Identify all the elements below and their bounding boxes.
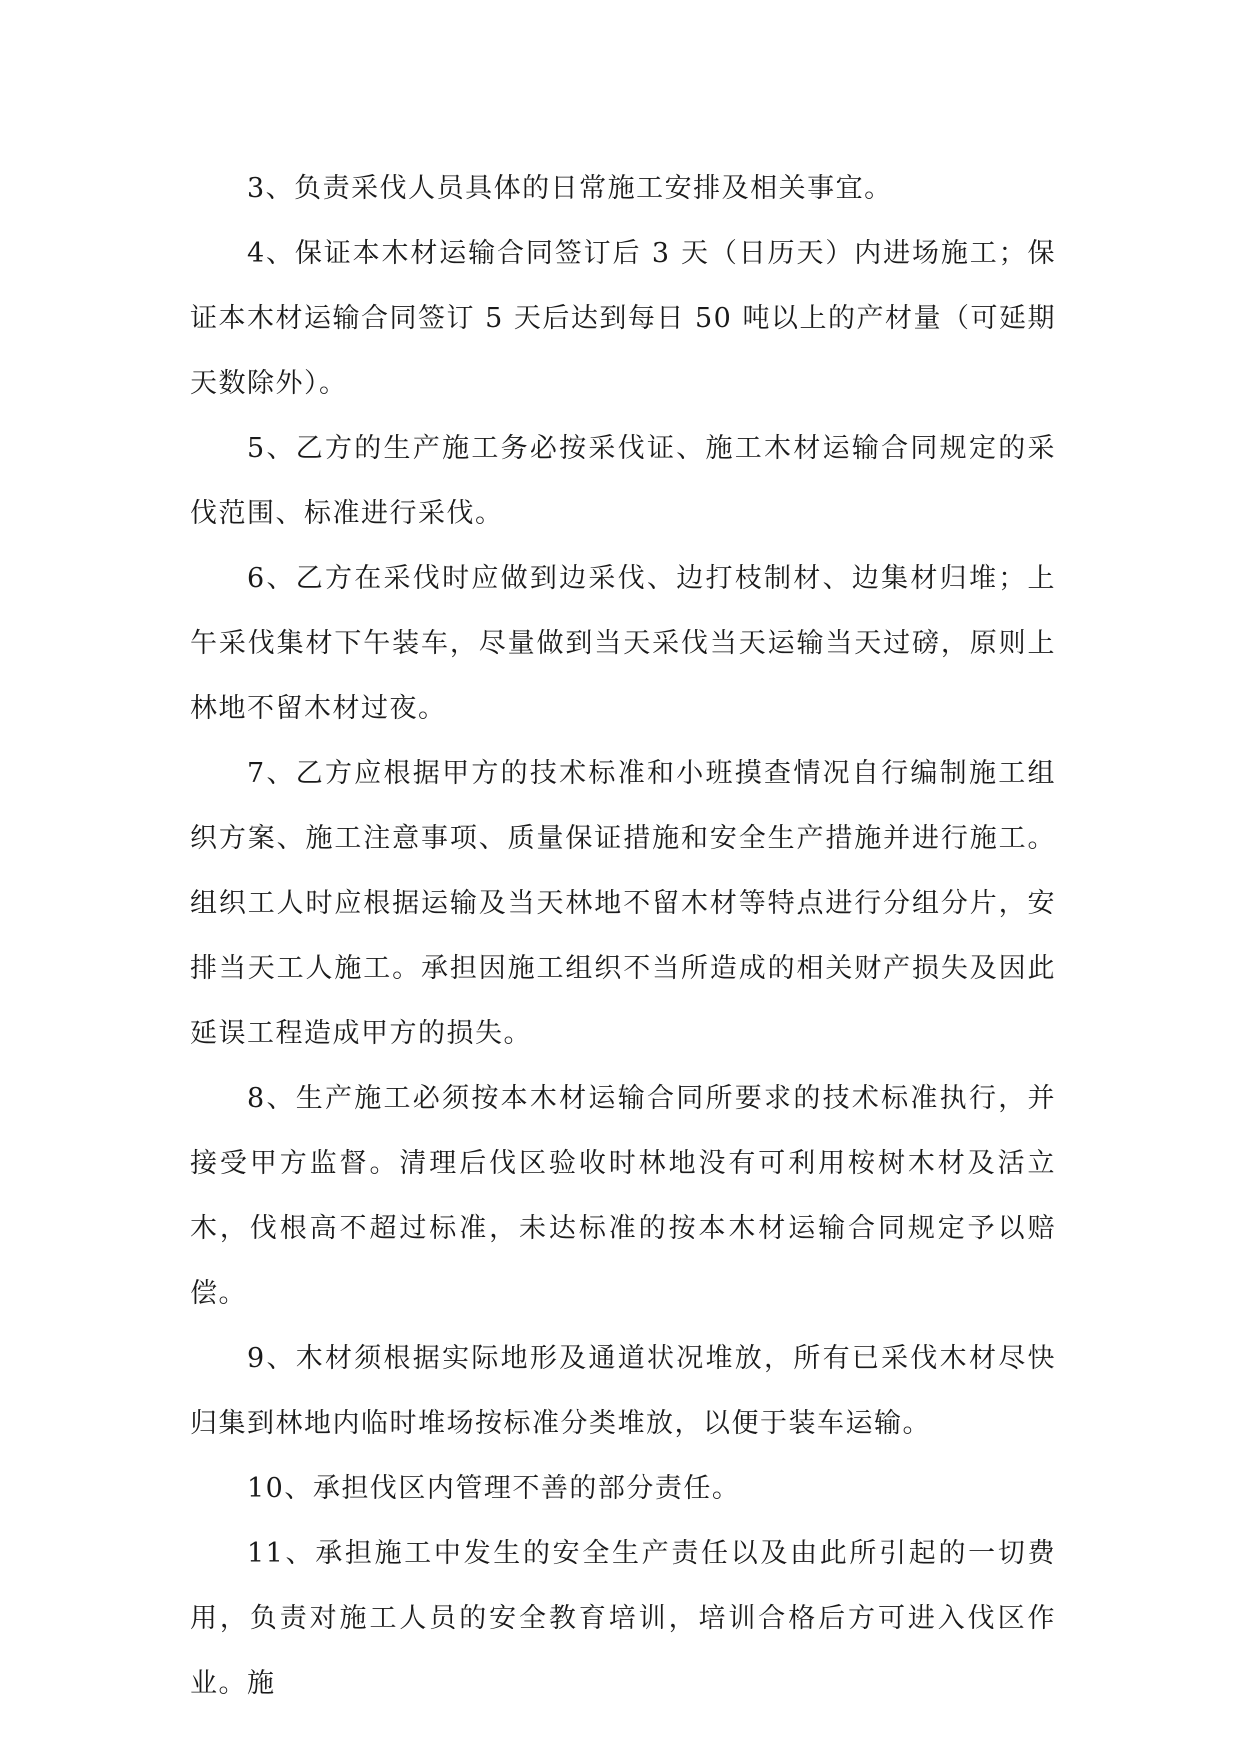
document-body bbox=[190, 156, 1056, 1716]
paragraph-item-5: 5、乙方的生产施工务必按采伐证、施工木材运输合同规定的采伐范围、标准进行采伐。 bbox=[190, 433, 1056, 529]
paragraph-item-7: 7、乙方应根据甲方的技术标准和小班摸查情况自行编制施工组织方案、施工注意事项、质量保证措施和安全生产措施并进行施工。组织工人时应根据运输及当天林地不留木材等特点进行分组分片，安排当天工人施工。承担因施工组织不当所造成的相关财产损失及因此延误工程造成甲方的损失。 bbox=[190, 758, 1056, 1049]
paragraph-item-6: 6、乙方在采伐时应做到边采伐、边打枝制材、边集材归堆；上午采伐集材下午装车，尽量做到当天采伐当天运输当天过磅，原则上林地不留木材过夜。 bbox=[190, 563, 1056, 724]
paragraph-item-8: 8、生产施工必须按本木材运输合同所要求的技术标准执行，并接受甲方监督。清理后伐区验收时林地没有可利用桉树木材及活立木，伐根高不超过标准，未达标准的按本木材运输合同规定予以赔偿。 bbox=[190, 1083, 1056, 1309]
paragraph-item-3: 3、负责采伐人员具体的日常施工安排及相关事宜。 bbox=[247, 173, 893, 204]
paragraph-item-4: 4、保证本木材运输合同签订后 3 天（日历天）内进场施工；保证本木材运输合同签订 5 天后达到每日 50 吨以上的产材量（可延期天数除外）。 bbox=[190, 238, 1056, 399]
paragraph-item-9: 9、木材须根据实际地形及通道状况堆放，所有已采伐木材尽快归集到林地内临时堆场按标准分类堆放，以便于装车运输。 bbox=[190, 1343, 1056, 1439]
paragraph-item-10: 10、承担伐区内管理不善的部分责任。 bbox=[247, 1473, 741, 1504]
paragraph-item-11: 11、承担施工中发生的安全生产责任以及由此所引起的一切费用，负责对施工人员的安全教育培训，培训合格后方可进入伐区作业。施 bbox=[190, 1538, 1056, 1699]
